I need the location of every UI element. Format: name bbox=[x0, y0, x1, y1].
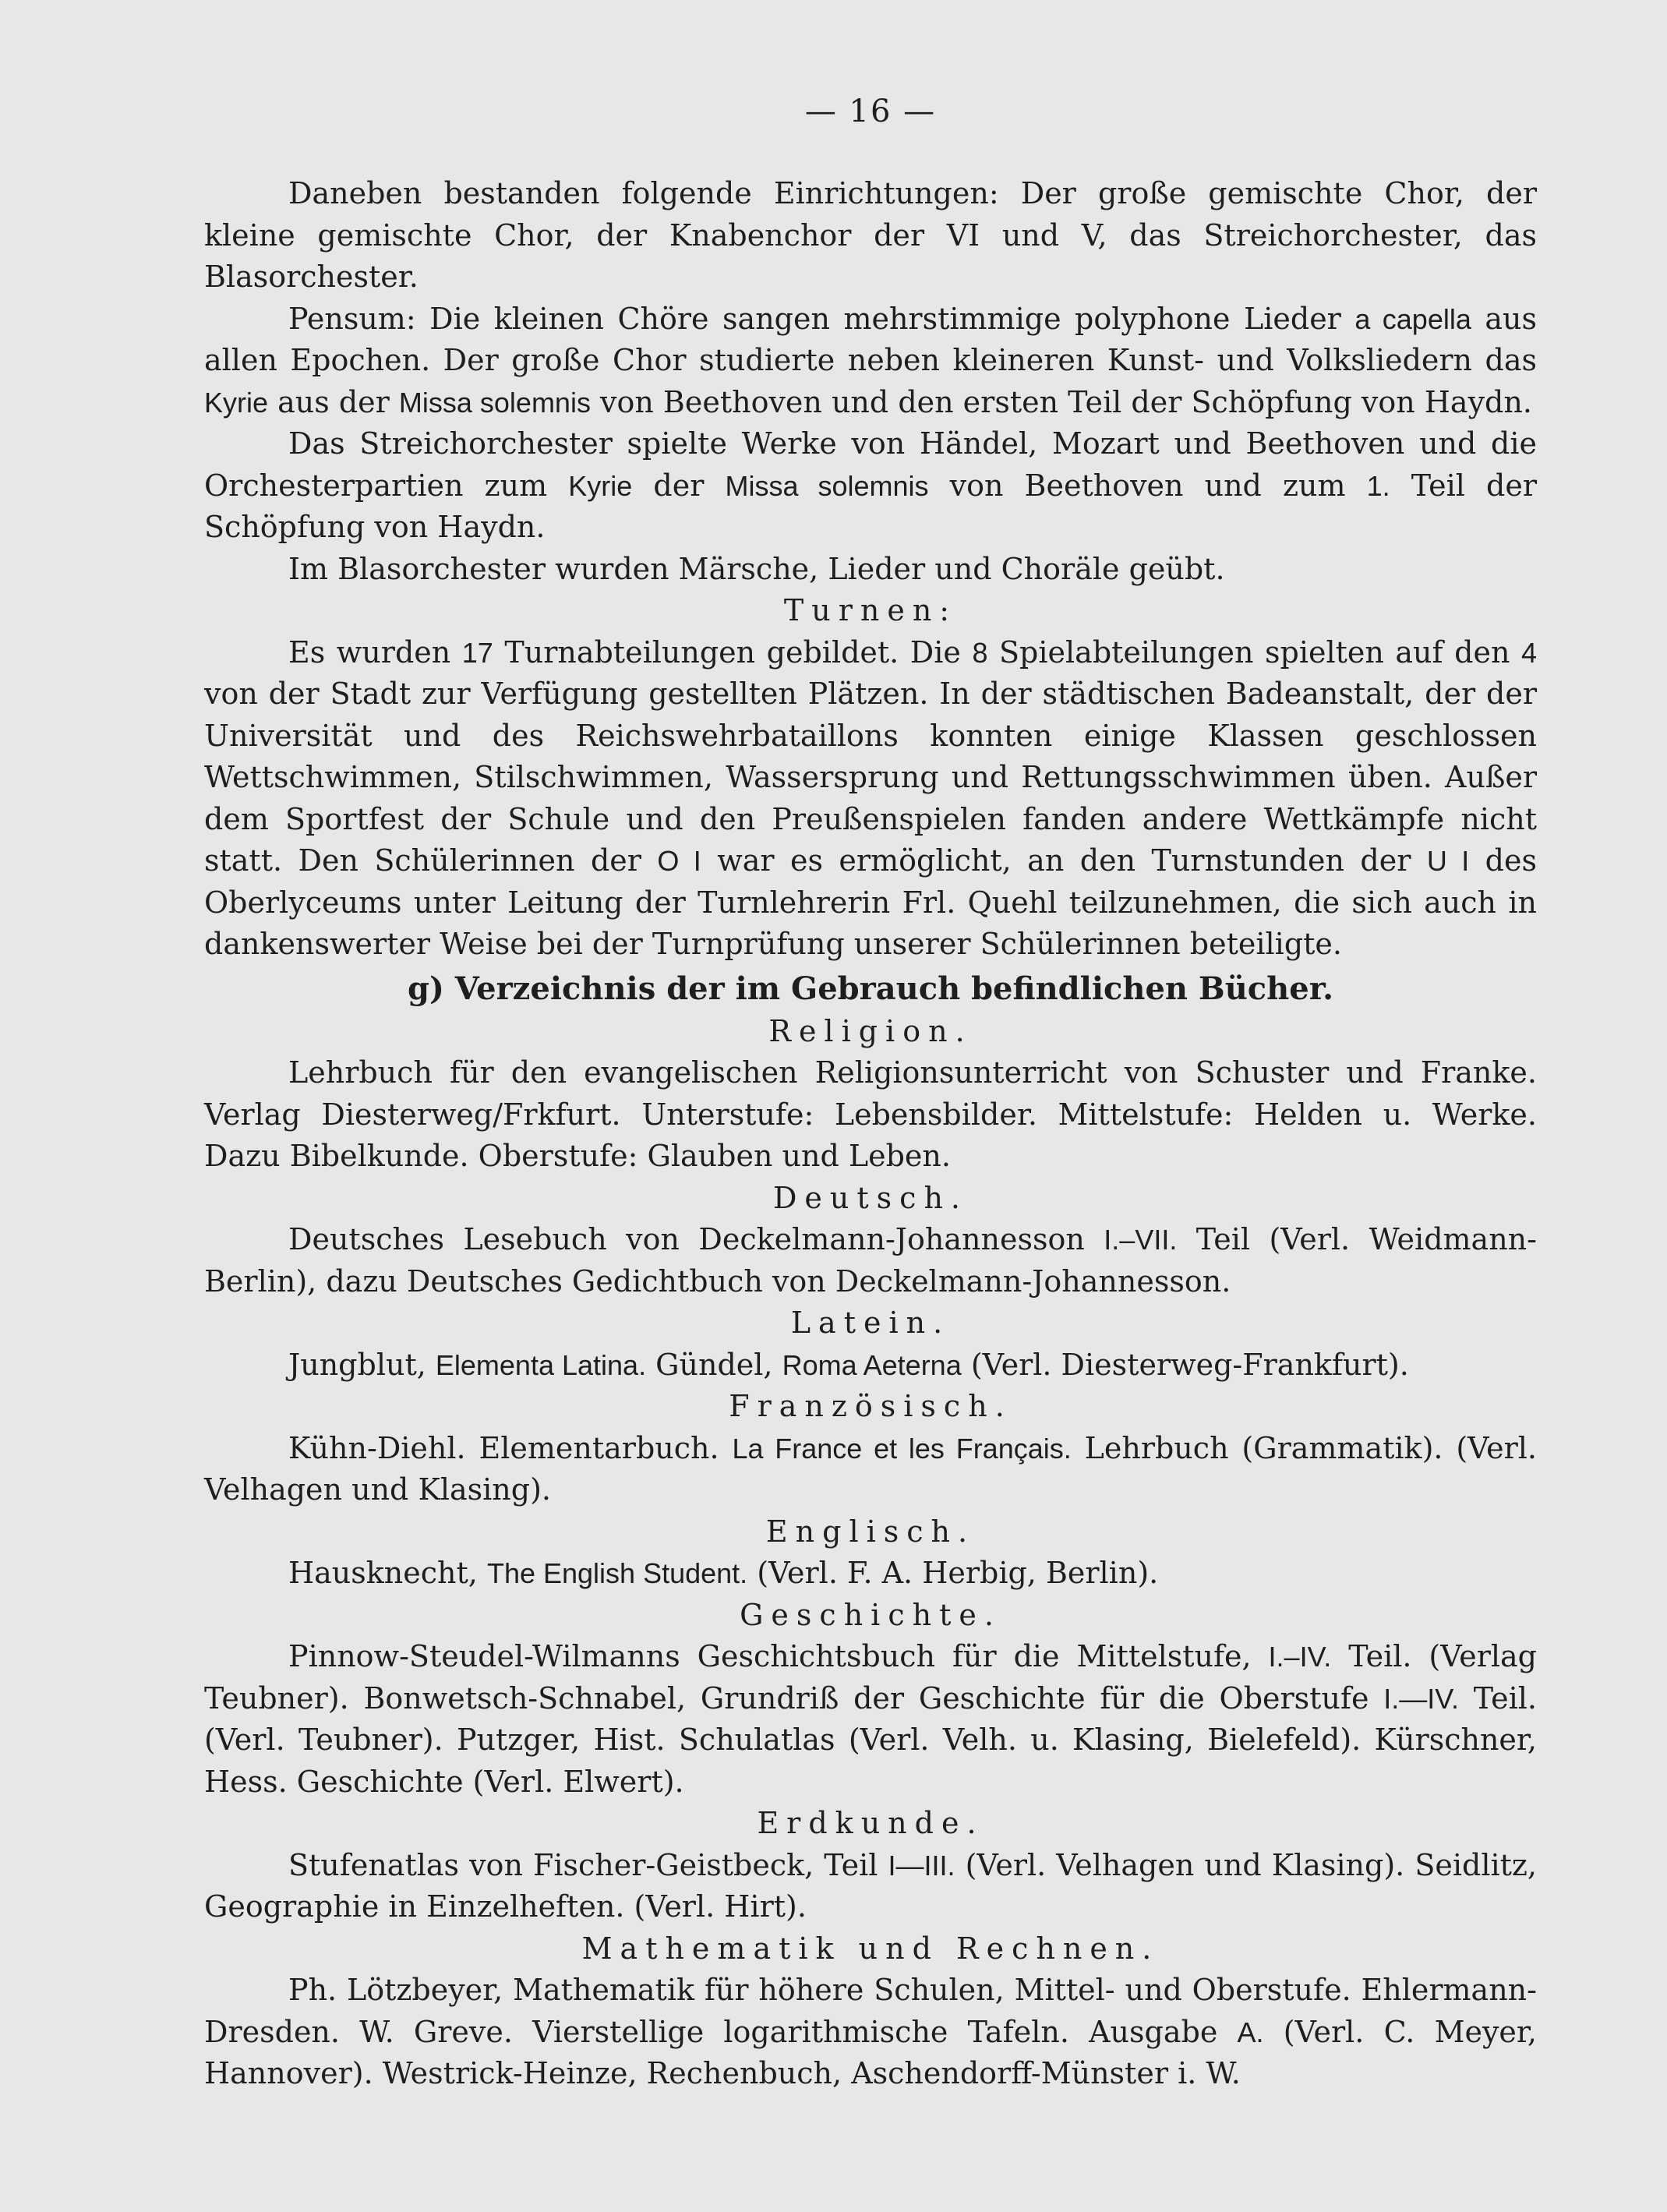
turnen-text-d: von der Stadt zur Verfügung gestellten Plätzen. In der städtischen Badeanstalt, der der Universität und des Reichswehrbataillons konnten einige Klassen geschlossen Wettschwimmen, Stilschwimmen, Wassersprung und Rettungsschwimmen üben. Außer dem Sportfest der Schule und den Preußenspielen fanden andere Wettkämpfe nicht statt. Den Schülerinnen der bbox=[204, 677, 1537, 878]
music-p3-text-c: von Beethoven und zum bbox=[928, 468, 1367, 503]
turnen-number-4: 4 bbox=[1520, 636, 1537, 669]
franzoesisch-text-b: Lehrbuch (Grammatik). (Verl. Velhagen und Klasing). bbox=[204, 1430, 1537, 1507]
latein-heading: Latein. bbox=[790, 1306, 951, 1340]
music-p3-text-b: der bbox=[632, 468, 726, 503]
englisch-text bbox=[204, 1553, 1537, 1595]
mathematik-heading: Mathematik und Rechnen. bbox=[581, 1931, 1160, 1966]
music-p3-text-a: Das Streichorchester spielte Werke von Händel, Mozart und Beethoven und die Orchesterpartien zum bbox=[204, 426, 1537, 503]
turnen-text-a: Es wurden bbox=[288, 634, 462, 670]
music-paragraph-1: Daneben bestanden folgende Einrichtungen: Der große gemischte Chor, der kleine gemischte Chor, der Knabenchor der VI und V, das Streichorchester, das Blasorchester. bbox=[204, 176, 1537, 294]
music-p2-missa-solemnis: Missa solemnis bbox=[398, 386, 591, 419]
turnen-paragraph bbox=[204, 632, 1537, 966]
erdkunde-text-a: Stufenatlas von Fischer-Geistbeck, Teil bbox=[288, 1847, 888, 1882]
music-paragraph-3 bbox=[204, 423, 1537, 549]
erdkunde-text-b: (Verl. Velhagen und Klasing). Seidlitz, Geographie in Einzelheften. (Verl. Hirt). bbox=[204, 1847, 1537, 1924]
franzoesisch-latin: La France et les Français. bbox=[732, 1432, 1072, 1465]
turnen-class-oi: O I bbox=[657, 845, 701, 877]
page-number: — 16 — bbox=[804, 94, 937, 129]
music-p3-text-d: Teil der Schöpfung von Haydn. bbox=[204, 468, 1538, 544]
franzoesisch-heading: Französisch. bbox=[729, 1389, 1012, 1423]
music-p2-kyrie: Kyrie bbox=[204, 386, 269, 419]
deutsch-text bbox=[204, 1219, 1537, 1302]
religion-text: Lehrbuch für den evangelischen Religionsunterricht von Schuster und Franke. Verlag Diesterweg/Frkfurt. Unterstufe: Lebensbilder. Mittelstufe: Helden u. Werke. Dazu Bibelkunde. Oberstufe: Glauben und Leben. bbox=[204, 1055, 1537, 1173]
geschichte-text-a: Pinnow-Steudel-Wilmanns Geschichtsbuch für die Mittelstufe, bbox=[288, 1639, 1269, 1673]
turnen-text-f: des Oberlyceums unter Leitung der Turnlehrerin Frl. Quehl teilzunehmen, die sich auch in dankenswerter Weise bei der Turnprüfung unserer Schülerinnen beteiligte. bbox=[204, 843, 1537, 961]
music-p3-kyrie: Kyrie bbox=[568, 469, 633, 502]
deutsch-text-a: Deutsches Lesebuch von Deckelmann-Johannesson bbox=[288, 1222, 1104, 1256]
music-paragraph-2 bbox=[204, 299, 1537, 424]
music-p2-text-c: aus der bbox=[268, 384, 399, 419]
turnen-text-b: Turnabteilungen gebildet. Die bbox=[493, 634, 973, 670]
turnen-number-17: 17 bbox=[461, 636, 493, 669]
music-p2-text-d: von Beethoven und den ersten Teil der Schöpfung von Haydn. bbox=[590, 384, 1532, 419]
mathematik-ausgabe: A. bbox=[1237, 2016, 1264, 2048]
franzoesisch-text bbox=[204, 1428, 1537, 1511]
geschichte-text-b: Teil. (Verlag Teubner). Bonwetsch-Schnabel, Grundriß der Geschichte für die Oberstufe bbox=[204, 1639, 1538, 1716]
music-p2-a-capella: a capella bbox=[1354, 302, 1471, 335]
mathematik-text-a: Ph. Lötzbeyer, Mathematik für höhere Schulen, Mittel- und Oberstufe. Ehlermann-Dresden. W. Greve. Vierstellige logarithmische Tafeln. Ausgabe bbox=[204, 1973, 1537, 2049]
mathematik-text-b: (Verl. C. Meyer, Hannover). Westrick-Heinze, Rechenbuch, Aschendorff-Münster i. W. bbox=[204, 2014, 1537, 2090]
geschichte-text bbox=[204, 1636, 1537, 1803]
page-content bbox=[204, 94, 1537, 2095]
turnen-heading: Turnen: bbox=[783, 593, 958, 627]
latein-elementa: Elementa Latina. bbox=[435, 1348, 647, 1381]
religion-heading: Religion. bbox=[768, 1013, 973, 1048]
music-p3-missa-solemnis: Missa solemnis bbox=[725, 469, 929, 502]
erdkunde-roman: I—III. bbox=[888, 1849, 955, 1882]
deutsch-text-b: Teil (Verl. Weidmann-Berlin), dazu Deutsches Gedichtbuch von Deckelmann-Johannesson. bbox=[204, 1222, 1537, 1299]
deutsch-heading: Deutsch. bbox=[772, 1180, 969, 1215]
erdkunde-heading: Erdkunde. bbox=[757, 1806, 984, 1840]
latein-text-a: Jungblut, bbox=[288, 1347, 436, 1382]
geschichte-roman: I.–IV. bbox=[1268, 1641, 1332, 1673]
geschichte-text-c: Teil. (Verl. Teubner). Putzger, Hist. Schulatlas (Verl. Velh. u. Klasing, Bielefeld). Kürschner, Hess. Geschichte (Verl. Elwert). bbox=[204, 1680, 1537, 1799]
turnen-class-ui: U I bbox=[1426, 845, 1470, 877]
deutsch-roman: I.–VII. bbox=[1104, 1224, 1178, 1256]
franzoesisch-text-a: Kühn-Diehl. Elementarbuch. bbox=[288, 1430, 733, 1465]
music-p3-number: 1. bbox=[1366, 469, 1390, 502]
music-paragraph-4: Im Blasorchester wurden Märsche, Lieder und Choräle geübt. bbox=[288, 551, 1225, 586]
englisch-latin: The English Student. bbox=[486, 1557, 748, 1589]
geschichte-heading: Geschichte. bbox=[740, 1597, 1001, 1632]
turnen-text-e: war es ermöglicht, an den Turnstunden der bbox=[701, 843, 1427, 878]
geschichte-roman-2: I.—IV. bbox=[1383, 1682, 1459, 1715]
music-p2-text-a: Pensum: Die kleinen Chöre sangen mehrstimmige polyphone Lieder bbox=[288, 301, 1355, 336]
latein-text-c: (Verl. Diesterweg-Frankfurt). bbox=[961, 1347, 1409, 1382]
latein-roma-aeterna: Roma Aeterna bbox=[782, 1348, 962, 1381]
music-p2-text-b: aus allen Epochen. Der große Chor studierte neben kleineren Kunst- und Volksliedern das bbox=[204, 301, 1537, 377]
erdkunde-text bbox=[204, 1845, 1537, 1928]
englisch-text-b: (Verl. F. A. Herbig, Berlin). bbox=[747, 1556, 1159, 1590]
turnen-text-c: Spielabteilungen spielten auf den bbox=[987, 634, 1521, 670]
latein-text bbox=[204, 1345, 1537, 1387]
mathematik-text bbox=[204, 1970, 1537, 2095]
englisch-text-a: Hausknecht, bbox=[288, 1556, 487, 1590]
englisch-heading: Englisch. bbox=[765, 1514, 976, 1549]
latein-text-b: Gündel, bbox=[646, 1347, 782, 1382]
books-heading: g) Verzeichnis der im Gebrauch befindlichen Bücher. bbox=[407, 970, 1334, 1007]
turnen-number-8: 8 bbox=[972, 636, 988, 669]
